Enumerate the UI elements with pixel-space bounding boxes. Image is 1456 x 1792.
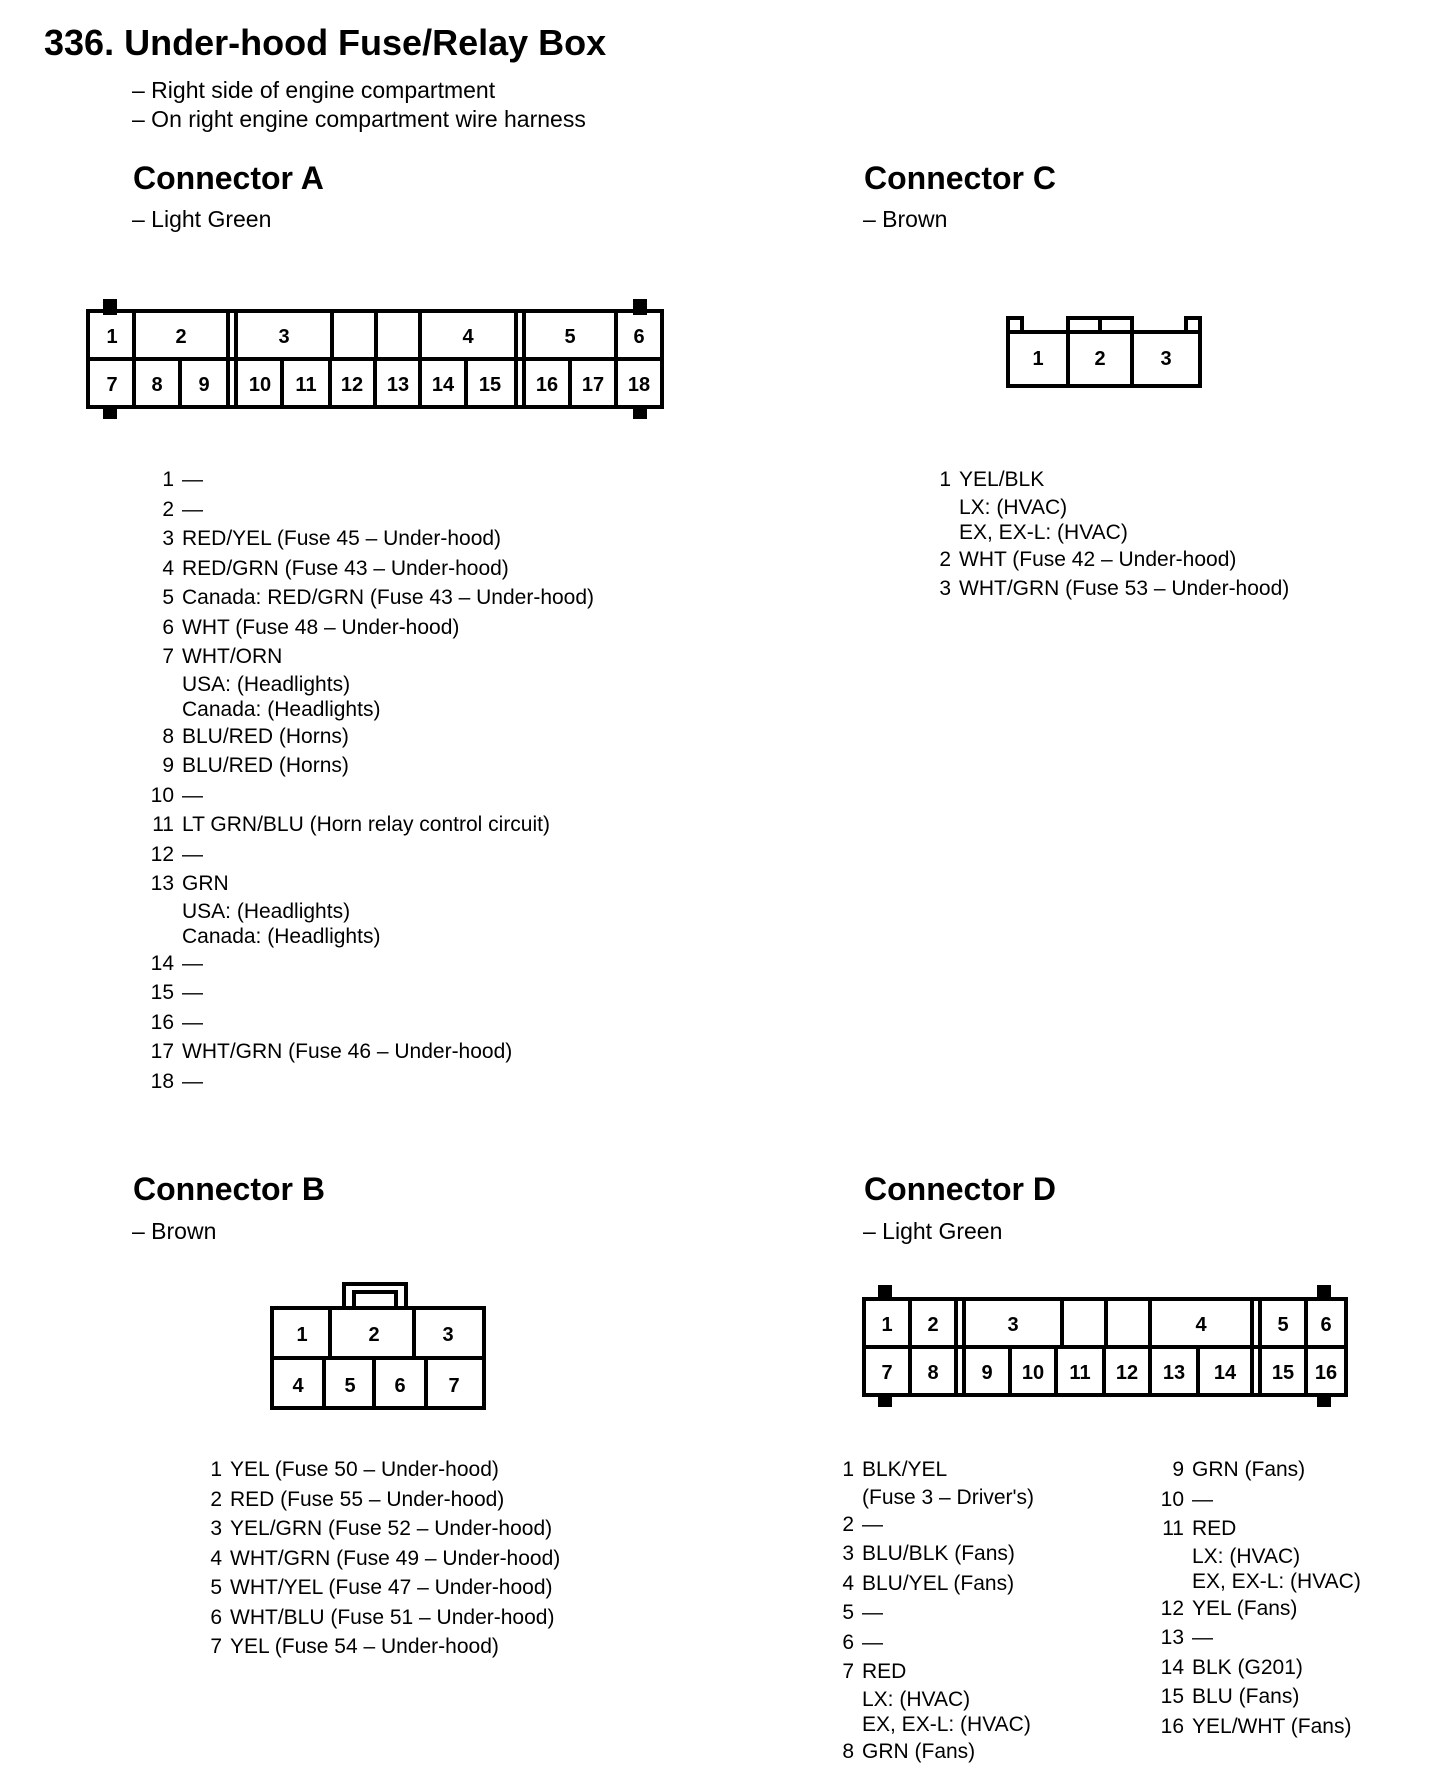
connector-a-title: Connector A: [133, 160, 324, 196]
pin-description: [230, 1632, 499, 1662]
pin-number: 15: [1160, 1685, 1184, 1708]
location-line: – Right side of engine compartment: [132, 77, 496, 103]
pin-number: 8: [842, 1739, 854, 1763]
page-title: [44, 22, 606, 64]
pin-description: [1192, 1712, 1351, 1742]
pin-row: [198, 1573, 560, 1603]
pin-description: [182, 949, 203, 979]
wire-color: WHT/YEL (Fuse 47 – Under-hood): [230, 1576, 553, 1599]
pin-number: 10: [150, 783, 174, 807]
pin-row: [140, 613, 594, 643]
pin-number: 4: [210, 1546, 222, 1570]
connector-c-color: – Brown: [863, 206, 948, 232]
pin-row: [1150, 1623, 1361, 1653]
wire-color: YEL/GRN (Fuse 52 – Under-hood): [230, 1517, 553, 1540]
cavity-label: 2: [927, 1314, 939, 1336]
pin-description: [182, 978, 203, 1008]
cavity-label: 3: [278, 326, 290, 348]
pin-number: 2: [162, 497, 174, 521]
cavity-label: 2: [368, 1324, 380, 1346]
pin-number: 7: [162, 645, 174, 668]
cavity-label: 7: [448, 1375, 460, 1397]
pin-row: [140, 583, 594, 613]
pin-description: [862, 1455, 1034, 1510]
wire-color: YEL/BLK: [959, 468, 1045, 491]
connector-c-pin-list: [925, 465, 1289, 604]
pin-row: [140, 554, 594, 584]
pin-row: [140, 1067, 594, 1097]
pin-number: 2: [939, 547, 951, 571]
wire-color: —: [182, 951, 203, 975]
pin-number: 4: [842, 1571, 854, 1595]
pin-detail: (Fuse 3 – Driver's): [862, 1485, 1035, 1509]
wire-color: WHT/GRN (Fuse 46 – Under-hood): [182, 1040, 513, 1063]
pin-description: [862, 1628, 883, 1658]
pin-number: 3: [162, 527, 174, 550]
pin-description: [182, 524, 501, 554]
pin-number: 15: [150, 981, 174, 1004]
cavity-label: 4: [1195, 1314, 1207, 1336]
cavity-label: 17: [581, 374, 605, 396]
pin-description: [1192, 1623, 1213, 1653]
wire-color: BLU/YEL (Fans): [862, 1571, 1015, 1595]
pin-number: 9: [1172, 1458, 1184, 1481]
pin-number: 14: [1160, 1655, 1184, 1679]
pin-detail: USA: (Headlights): [182, 672, 351, 696]
pin-number: 16: [1160, 1714, 1184, 1738]
pin-row: [1150, 1682, 1361, 1712]
pin-number: 13: [1160, 1626, 1184, 1649]
wire-color: YEL (Fans): [1192, 1596, 1298, 1620]
cavity-label: 12: [1115, 1362, 1139, 1384]
pin-number: 3: [939, 577, 951, 600]
pin-number: 3: [842, 1542, 854, 1565]
wire-color: YEL/WHT (Fans): [1192, 1714, 1352, 1738]
pin-description: [959, 574, 1289, 604]
cavity-label: 1: [106, 326, 118, 348]
pin-description: [182, 751, 349, 781]
pin-row: [830, 1455, 1034, 1510]
pin-row: [140, 751, 594, 781]
cavity-label: 10: [1021, 1362, 1045, 1384]
pin-row: [198, 1485, 560, 1515]
wire-color: YEL (Fuse 50 – Under-hood): [230, 1458, 499, 1481]
pin-number: 18: [150, 1069, 174, 1093]
pin-detail: EX, EX-L: (HVAC): [862, 1712, 1031, 1736]
pin-description: [182, 465, 203, 495]
page-number: 336.: [44, 22, 115, 63]
pin-number: 11: [1162, 1517, 1184, 1540]
cavity-label: 12: [340, 374, 364, 396]
pin-row: [1150, 1514, 1361, 1594]
location-line: – On right engine compartment wire harness: [132, 106, 586, 132]
wire-color: WHT/GRN (Fuse 49 – Under-hood): [230, 1546, 561, 1570]
page-heading: Under-hood Fuse/Relay Box: [124, 22, 607, 63]
pin-description: [182, 1037, 512, 1067]
pin-row: [830, 1539, 1034, 1569]
wire-color: —: [182, 497, 203, 521]
pin-row: [830, 1598, 1034, 1628]
cavity-label: 6: [633, 326, 645, 348]
pin-row: [830, 1657, 1034, 1737]
pin-row: [198, 1455, 560, 1485]
connector-b-title: Connector B: [133, 1171, 325, 1207]
pin-description: [1192, 1653, 1303, 1683]
pin-description: [862, 1569, 1014, 1599]
pin-row: [198, 1632, 560, 1662]
wire-color: RED: [862, 1660, 907, 1683]
wire-color: BLU/RED (Horns): [182, 754, 349, 777]
pin-description: [182, 840, 203, 870]
wire-color: —: [182, 842, 203, 866]
pin-number: 8: [162, 724, 174, 748]
cavity-label: 10: [248, 374, 272, 396]
cavity-label: 3: [1160, 348, 1172, 370]
wire-color: BLU (Fans): [1192, 1685, 1300, 1708]
cavity-label: 15: [1271, 1362, 1295, 1384]
connector-d-color: – Light Green: [863, 1218, 1003, 1244]
cavity-label: 2: [1094, 348, 1106, 370]
connector-d-diagram: [860, 1285, 1360, 1415]
pin-number: 3: [210, 1517, 222, 1540]
pin-number: 2: [842, 1512, 854, 1536]
wire-color: —: [1192, 1626, 1213, 1649]
pin-detail: Canada: (Headlights): [182, 697, 381, 721]
wire-color: Canada: RED/GRN (Fuse 43 – Under-hood): [182, 586, 595, 609]
pin-description: [182, 642, 380, 722]
pin-description: [182, 613, 459, 643]
wire-color: WHT/BLU (Fuse 51 – Under-hood): [230, 1605, 555, 1629]
pin-description: [182, 810, 550, 840]
cavity-label: 7: [106, 374, 118, 396]
pin-row: [1150, 1485, 1361, 1515]
wire-color: RED (Fuse 55 – Under-hood): [230, 1487, 505, 1511]
wire-color: —: [862, 1512, 883, 1536]
cavity-label: 14: [1213, 1362, 1237, 1384]
cavity-label: 13: [386, 374, 410, 396]
pin-number: 6: [210, 1605, 222, 1629]
pin-detail: EX, EX-L: (HVAC): [959, 520, 1128, 544]
cavity-label: 1: [1032, 348, 1044, 370]
pin-row: [140, 781, 594, 811]
connector-a-color: – Light Green: [132, 206, 272, 232]
pin-number: 12: [1160, 1596, 1184, 1620]
pin-description: [230, 1455, 499, 1485]
pin-description: [1192, 1485, 1213, 1515]
pin-description: [230, 1573, 553, 1603]
pin-description: [862, 1657, 1031, 1737]
pin-detail: EX, EX-L: (HVAC): [1192, 1569, 1361, 1593]
pin-row: [1150, 1653, 1361, 1683]
pin-row: [830, 1510, 1034, 1540]
pin-description: [862, 1598, 883, 1628]
pin-number: 1: [210, 1458, 222, 1481]
pin-row: [140, 465, 594, 495]
wire-color: —: [182, 981, 203, 1004]
pin-row: [198, 1514, 560, 1544]
cavity-label: 3: [1007, 1314, 1019, 1336]
cavity-label: 5: [564, 326, 576, 348]
connector-c-title: Connector C: [864, 160, 1056, 196]
pin-description: [862, 1510, 883, 1540]
connector-d-pin-list-left: [830, 1455, 1034, 1766]
pin-row: [140, 722, 594, 752]
cavity-label: 3: [442, 1324, 454, 1346]
pin-row: [140, 1037, 594, 1067]
wire-color: GRN (Fans): [1192, 1458, 1306, 1481]
cavity-label: 14: [431, 374, 455, 396]
pin-row: [140, 810, 594, 840]
wire-color: GRN (Fans): [862, 1739, 976, 1763]
pin-description: [182, 869, 380, 949]
wire-color: BLK/YEL: [862, 1458, 948, 1481]
cavity-label: 16: [535, 374, 559, 396]
pin-row: [1150, 1455, 1361, 1485]
pin-number: 6: [842, 1630, 854, 1654]
pin-number: 6: [162, 615, 174, 639]
pin-row: [830, 1737, 1034, 1767]
cavity-label: 8: [151, 374, 163, 396]
pin-row: [140, 840, 594, 870]
pin-row: [198, 1603, 560, 1633]
cavity-label: 16: [1314, 1362, 1338, 1384]
pin-number: 14: [150, 951, 174, 975]
pin-number: 5: [162, 586, 174, 609]
pin-detail: LX: (HVAC): [959, 495, 1068, 519]
wire-color: BLU/BLK (Fans): [862, 1542, 1015, 1565]
pin-number: 1: [162, 468, 174, 491]
pin-detail: LX: (HVAC): [1192, 1544, 1301, 1568]
pin-description: [182, 583, 594, 613]
pin-row: [925, 545, 1289, 575]
pin-description: [959, 465, 1128, 545]
pin-description: [182, 1067, 203, 1097]
pin-description: [230, 1485, 504, 1515]
pin-description: [959, 545, 1236, 575]
cavity-label: 4: [292, 1375, 304, 1397]
connector-d-pin-list-right: [1150, 1455, 1361, 1741]
cavity-label: 6: [1320, 1314, 1332, 1336]
connector-a-diagram: [80, 295, 670, 425]
cavity-label: 9: [198, 374, 210, 396]
connector-a-pin-list: [140, 465, 594, 1096]
wire-color: BLU/RED (Horns): [182, 724, 349, 748]
wire-color: —: [862, 1630, 883, 1654]
wire-color: RED/YEL (Fuse 45 – Under-hood): [182, 527, 502, 550]
pin-number: 17: [150, 1040, 174, 1063]
pin-row: [925, 574, 1289, 604]
pin-description: [1192, 1594, 1297, 1624]
pin-description: [182, 554, 509, 584]
pin-row: [140, 1008, 594, 1038]
wire-color: —: [182, 783, 203, 807]
pin-number: 12: [150, 842, 174, 866]
wire-color: RED: [1192, 1517, 1237, 1540]
pin-detail: LX: (HVAC): [862, 1687, 971, 1711]
cavity-label: 8: [927, 1362, 939, 1384]
cavity-label: 6: [394, 1375, 406, 1397]
pin-description: [230, 1514, 552, 1544]
wire-color: WHT/GRN (Fuse 53 – Under-hood): [959, 577, 1290, 600]
cavity-label: 13: [1162, 1362, 1186, 1384]
cavity-label: 15: [478, 374, 502, 396]
pin-number: 5: [210, 1576, 222, 1599]
wire-color: —: [182, 468, 203, 491]
wire-color: BLK (G201): [1192, 1655, 1303, 1679]
pin-number: 1: [939, 468, 951, 491]
connector-c-diagram: [1000, 312, 1210, 392]
cavity-label: 4: [462, 326, 474, 348]
cavity-label: 2: [175, 326, 187, 348]
pin-detail: USA: (Headlights): [182, 899, 351, 923]
wire-color: —: [1192, 1487, 1213, 1511]
cavity-label: 11: [295, 374, 317, 396]
cavity-label: 18: [627, 374, 651, 396]
wire-color: WHT/ORN: [182, 645, 283, 668]
pin-description: [182, 495, 203, 525]
wire-color: YEL (Fuse 54 – Under-hood): [230, 1635, 499, 1658]
wire-color: LT GRN/BLU (Horn relay control circuit): [182, 813, 550, 836]
pin-row: [140, 978, 594, 1008]
pin-row: [830, 1569, 1034, 1599]
connector-b-pin-list: [198, 1455, 560, 1662]
pin-row: [140, 495, 594, 525]
pin-row: [198, 1544, 560, 1574]
pin-description: [182, 781, 203, 811]
pin-number: 4: [162, 556, 174, 580]
pin-row: [925, 465, 1289, 545]
wire-color: RED/GRN (Fuse 43 – Under-hood): [182, 556, 509, 580]
pin-description: [182, 722, 349, 752]
pin-row: [830, 1628, 1034, 1658]
cavity-label: 9: [981, 1362, 993, 1384]
pin-row: [140, 642, 594, 722]
pin-row: [140, 949, 594, 979]
wire-color: WHT (Fuse 48 – Under-hood): [182, 615, 460, 639]
pin-number: 10: [1160, 1487, 1184, 1511]
wire-color: —: [182, 1069, 203, 1093]
cavity-label: 7: [881, 1362, 893, 1384]
pin-description: [230, 1603, 554, 1633]
pin-number: 9: [162, 754, 174, 777]
pin-row: [140, 524, 594, 554]
pin-description: [862, 1737, 975, 1767]
pin-number: 2: [210, 1487, 222, 1511]
pin-description: [230, 1544, 560, 1574]
pin-row: [1150, 1712, 1361, 1742]
pin-number: 11: [152, 813, 174, 836]
wire-color: WHT (Fuse 42 – Under-hood): [959, 547, 1237, 571]
pin-number: 5: [842, 1601, 854, 1624]
pin-description: [862, 1539, 1015, 1569]
cavity-label: 1: [296, 1324, 308, 1346]
pin-description: [1192, 1514, 1361, 1594]
pin-number: 1: [842, 1458, 854, 1481]
cavity-label: 11: [1069, 1362, 1091, 1384]
connector-b-diagram: [266, 1280, 496, 1415]
cavity-label: 5: [1277, 1314, 1289, 1336]
connector-d-title: Connector D: [864, 1171, 1056, 1207]
pin-description: [1192, 1682, 1299, 1712]
connector-b-color: – Brown: [132, 1218, 217, 1244]
pin-number: 7: [210, 1635, 222, 1658]
wire-color: —: [862, 1601, 883, 1624]
pin-description: [182, 1008, 203, 1038]
wire-color: —: [182, 1010, 203, 1034]
wire-color: GRN: [182, 872, 229, 895]
pin-number: 13: [150, 872, 174, 895]
cavity-label: 1: [881, 1314, 893, 1336]
pin-description: [1192, 1455, 1305, 1485]
pin-number: 16: [150, 1010, 174, 1034]
pin-row: [140, 869, 594, 949]
pin-number: 7: [842, 1660, 854, 1683]
cavity-label: 5: [344, 1375, 356, 1397]
pin-detail: Canada: (Headlights): [182, 924, 381, 948]
pin-row: [1150, 1594, 1361, 1624]
